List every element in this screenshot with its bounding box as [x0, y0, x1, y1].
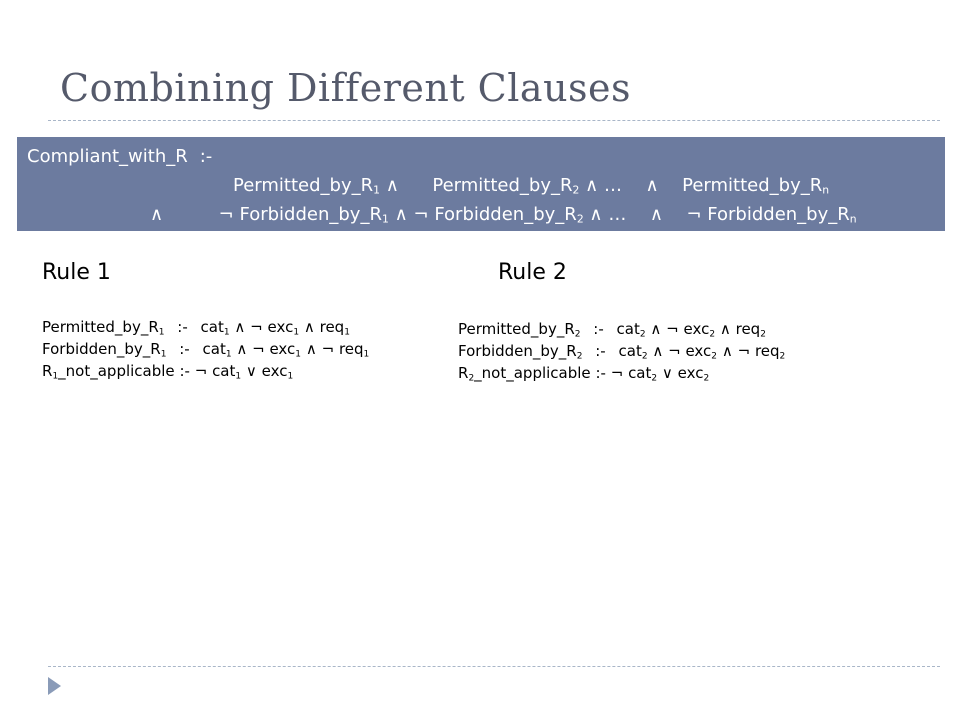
permitted-term-2: $Permitted\_by\_R_2$: [432, 175, 580, 197]
rule-2-forbidden-line: $Forbidden\_by\_R_2$ :- cat$_2$ ∧ ¬ exc$_2$ ∧ ¬ req$_2$: [458, 342, 786, 362]
and-operator: ∧: [649, 204, 663, 225]
rule-2-definitions: [458, 318, 785, 384]
clause-neck: :-: [199, 146, 213, 167]
title-divider: [48, 120, 940, 121]
rule-1-permitted-line: $Permitted\_by\_R_1$ :- cat$_1$ ∧ ¬ exc$_1$ ∧ req$_1$: [42, 318, 350, 338]
forbidden-term-2: ¬ $Forbidden\_by\_R_2$: [413, 204, 584, 226]
rule-1-definitions: [42, 316, 369, 382]
forbidden-term-n: ¬ $Forbidden\_by\_R_n$: [686, 204, 857, 226]
ellipsis: …: [604, 175, 623, 196]
ellipsis: …: [608, 204, 627, 225]
and-operator: ∧: [585, 175, 599, 196]
and-operator: ∧: [150, 204, 164, 225]
rule-2-heading: Rule 2: [498, 260, 567, 285]
permitted-term-1: $Permitted\_by\_R_1$: [233, 175, 380, 197]
slide-title: Combining Different Clauses: [60, 66, 632, 110]
and-operator: ∧: [385, 175, 399, 196]
and-operator: ∧: [645, 175, 659, 196]
permitted-term-n: $Permitted\_by\_R_n$: [682, 175, 830, 197]
and-operator: ∧: [394, 204, 408, 225]
compliance-clause-box: [17, 137, 945, 231]
and-operator: ∧: [589, 204, 603, 225]
rule-2-not-applicable-line: $R_2\_not\_applicable$ :- ¬ cat$_2$ ∨ exc$_2$: [458, 364, 710, 384]
triangle-right-icon: [48, 677, 61, 695]
rule-1-forbidden-line: $Forbidden\_by\_R_1$ :- cat$_1$ ∧ ¬ exc$_1$ ∧ ¬ req$_1$: [42, 340, 370, 360]
rule-2-permitted-line: $Permitted\_by\_R_2$ :- cat$_2$ ∧ ¬ exc$_2$ ∧ req$_2$: [458, 320, 766, 340]
rule-1-heading: Rule 1: [42, 260, 111, 285]
clause-line-forbidden: [150, 204, 857, 226]
rule-1-not-applicable-line: $R_1\_not\_applicable$ :- ¬ cat$_1$ ∨ exc$_1$: [42, 362, 294, 382]
clause-line-head: [27, 146, 212, 168]
footer-divider: [48, 666, 940, 667]
forbidden-term-1: ¬ $Forbidden\_by\_R_1$: [218, 204, 389, 226]
clause-line-permitted: [233, 175, 829, 197]
clause-head: Compliant_with_R: [27, 146, 188, 167]
